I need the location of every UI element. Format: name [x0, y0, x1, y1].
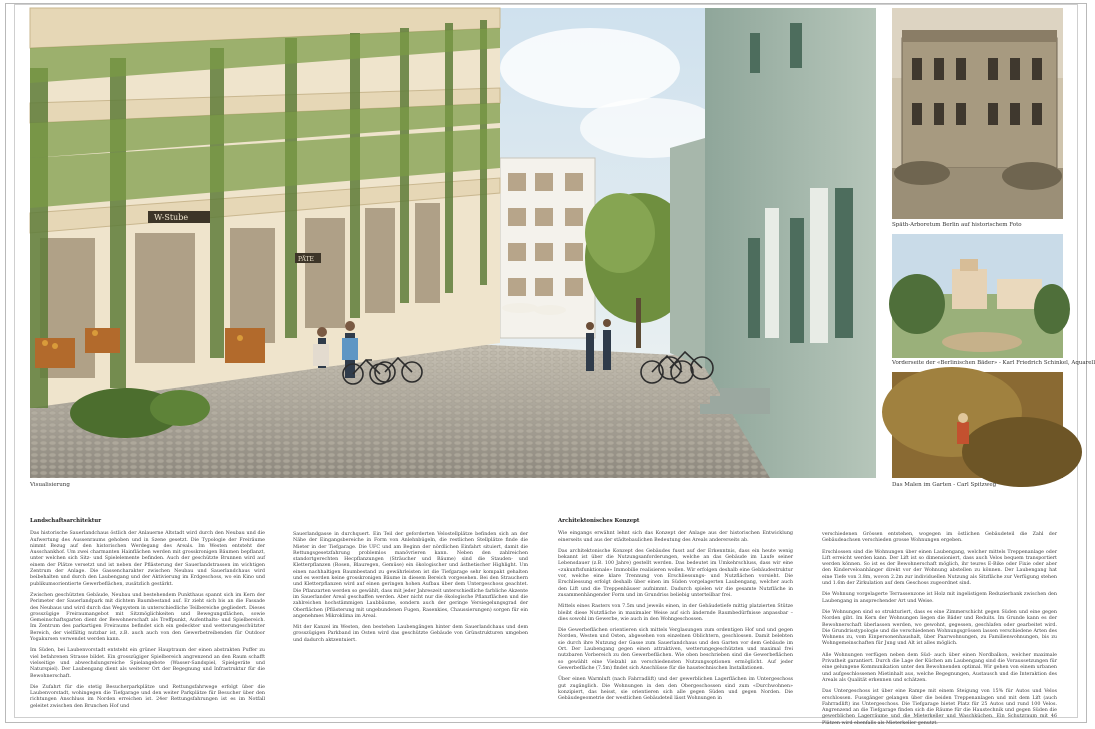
paragraph: Die Zufahrt für die stetig Besucherparkplätze und Rettungsfahrwege erfolgt über die Laubenvorstadt, wohingegen die Tiefgarage und den weiter Parkplätze für Besucher über den richtungen Anschluss im Norden erreichen ist. 24er Rettungsfahrungen ist es im Notfall geleitet zwischen den Brunchen Hof und: [30, 684, 265, 709]
paragraph: Erschlossen sind die Wohnungen über einen Laubengang, welcher mittels Treppenanlage oder Lift erreicht werden kann. Der Lift ist so dimensioniert, dass auch Velos bequem transportiert werden können. So ist es der Bewohnerschaft möglich, ihr teures E-Bike oder Fixie oder aber den Kinderveloanhänger direkt vor der Wohnung abstellen zu können. Der Laubengang hat eine Tiefe von 3.8m, wovon 2.2m zur individuellen Nutzung als Sitzfläche zur Verfügung stehen und 1.6m der Zirkulation auf dem Geschoss zugeordnet sind.: [822, 549, 1057, 587]
street-visualisation: [30, 8, 876, 478]
paragraph: Mit der Kanzel im Westen, den bestehen Laubengängen hinter dem Sauerlandchaus und dem grosszügigen Parkband im Osten wird das geschützte Gebäude von Grünstrukturen umgeben und dadurch aktzentuiert.: [293, 625, 528, 643]
historic-photo-arboretum: [892, 8, 1063, 219]
paragraph: Wie eingangs erwähnt lehnt sich das Konzept der Anlage aus der historischen Entwicklung einerseits und aus der städtebaulichen Bedeutung des Areals andererseits ab.: [558, 531, 793, 543]
paragraph: Das architektonische Konzept des Gebäudes fusst auf der Erkenntnis, dass ein heute wenig bekannt ist über die Nutzungsanforderungen, welche an das Gebäude im Laufe seiner Lebensdauer (z.B. 100 Jahre) gestellt werden. Das bedeutet im Umkehrschluss, dass wir eine «zukunftsfunktionale» Immobilie realisieren wollen. Wir erfolgen deshalb eine Gebäudestruktur vor, welche eine klare Trennung von Erschliessungs- und Nutzflächen vorsieht. Die Erschliessung erfolgt deshalb über einen im Süden vorgelagerten Laubengang, welcher auch den Lift und die Treppenhäuser aufnimmt. Dadurch spielen wir die gesamte Nutzfläche in zusammenhängender Form und im Grundriss beliebig unterteilbar frei.: [558, 548, 793, 598]
shop-sign-2: PÄTE: [298, 256, 314, 263]
shop-sign: W-Stube: [154, 213, 189, 222]
paragraph: Zwischen geschützten Gebäude, Neubau und bestehendem Punkthaus spannt sich im Kern der Perimeter der Sauerlandpark mit dichtem Baumbestand auf. Er zieht sich bis an die Fassade des Neubaus und wird durch das Wegsystem in unterschiedliche Teilbereiche gegliedert. Dieses grosszügige Freiraumangebot mit Sitzmöglichkeiten und Bewegungsflächen, sowie Gemeinschaftsgarten dient der Bewohnerschaft als Treffpunkt, Aufenthalts- und Spielbereich. Im Zentrum des parkartigen Freiraums befindet sich ein gedeckter und wetterungeschützter Bereich, der vielfältig nutzbar ist, z.B. auch auch von den Gewerbetreibenden für Outdoor Yogakursen verwendet werden kann.: [30, 592, 265, 643]
paragraph: Mittels eines Rasters von 7.5m und jeweils einen, in der Gebäudetiefe mittig platzierten Stütze bleibt diese Nutzfläche in maximaler Weise auf sich ändernde Raumbedürfnisse anpassbar – dies sowohl im Gewerbe, wie auch in den Wohngeschossen.: [558, 604, 793, 622]
paragraph: Im Süden, bei Laubenvorstadt entsteht ein grüner Hauptraum der einen abstrakten Puffer zu viel befahrenen Strasse bildet. Ein grosszügiger Spielbereich angrenzend an den Raum schafft vielseitige und abwechslungsreiche Spielangebote (Wasser-Sandspiel, Spielgeräte und Naturspiel). Der Laubengang dient als weiterer Ort der Begegnung und Infrastruktur für die Bewohnerschaft.: [30, 648, 265, 679]
heading-architecture: Architektonisches Konzept: [558, 518, 640, 524]
photo-caption-1: Späth-Arboretum Berlin auf historischem Foto: [892, 222, 1022, 228]
painting-spitzweg: [892, 372, 1063, 478]
main-render-caption: Visualisierung: [30, 482, 70, 488]
paragraph: Die Wohnungen sind so strukturiert, dass es eine Zimmerschicht gegen Süden und eine gegen Norden gibt. Im Kern der Wohnungen liegen die Bäder und Reduits. Im Grunde kann es der Bewohnerschaft überlassen werden, wo gewohnt, gegessen, geschlafen oder gearbeitet wird. Die Grundrisstypologie und die verschiedenen Wohnungsgrössen lassen verschiedene Arten des Wohnens zu, vom Einpersonenhaushalt, über Paarwohnungen, zu Familienwohnungen, bis zu Wohngemeinschaften für Jung und Alt ist alles möglich.: [822, 609, 1057, 647]
text-column-landscape-cont: [293, 532, 528, 649]
photo-caption-2: Vorderseite der «Berlinischen Bäder» - Karl Friedrich Schinkel, Aquarell: [892, 360, 1095, 366]
paragraph: Die Gewerbeflächen orientieren sich mittels Verglasungen zum ordentigen Hof und und gegen Norden, Westen und Osten, abgesehen von einzelnen Oblichtern, geschlossen. Damit belebten sie durch ihre Nutzung der Gasse zum Sauerlandchaus und den Garten vor dem Gebäude im Ort. Der Laubengang gegen einen attraktiven, wetterungegeschützten und maximal frei nutzbaren Vorbereich zu den Gewerbeflächen. Wie oben beschrieben sind die Gewerbeflächen so gewählt eine Vielzahl an verschiedensten Nutzungsoptionen ermöglicht. Auf jeder Gewerbefläche (7.5m) findet sich Anschlüsse für die haustechnischen Installationen.: [558, 628, 793, 671]
text-column-architecture-cont: [822, 532, 1057, 726]
paragraph: Die Wohnung vorgelagerte Terrassenzone ist Holz mit ingelistigem Reduzierbank zwischen den Laubengang in ansprechender Art und Weise.: [822, 592, 1057, 604]
text-column-architecture: [558, 518, 793, 707]
paragraph: Sauerlandgasse in durchquert. Ein Teil der geforderten Velostellplätze befinden sich an der Nähe der Eingangsbereiche in Form von Anlehnbügeln, die restlichen Stellplätze finde die Mieter in der Tiefgarage. Die UFC und am Beginn der nördlichen Einfahrt situiert, damit die Rettungsgesetzfahrung problemlos manövrieren kann. Neben den zahlreichen standortgerechten Hecpflanzungen (Sträucher und Bäume) sind die Stauden- und Kletterpflanzen (Rosen, Blauregen, Gemüse) ein ökologischer und ästhetischer Highlight. Um einen nachhaltigen Baumbestand zu gewährleisten ist die Tiefgarage sehr kompakt gehalten und es werden keine grosskronigen Bäume in diesem Bereich vorgesehen. Bei den Strauchern und Kletterpflanzen wird auf einen geringen hohen Aufbau über dem Untergeschoss geachtet. Die Pflanzarten werden so gewählt, dass mit jeder Jahreszeit unterschiedliche farbliche Akzente im Sauerlander Areal geschaffen werden. Aber nicht nur die ökologische Pflanzflächen und die zahlreichen hochstämmigen Laubbäume, sondern auch der geringe Versiegelungsgrad der Oberflächen (Pflästerung mit ungebundenen Fugen, Rasenkies, Chaussierungen) sorgen für ein angenehmes Mikroklima im Areal.: [293, 532, 529, 619]
paragraph: Über einen Warmluft (nach Fahrradlift) und der gewerblichen Lagerflächen im Untergeschoss gut zugänglich. Die Wohnungen in den den Obergeschossen sind zum «Durchwohnen» konzipiert, das heisst, sie orientieren sich alle gegen Süden und gegen Norden. Die Gebäudegeometrie der westlichen Gebäudeteil lässt Wohnungen in: [558, 677, 793, 702]
main-render-image: [30, 8, 876, 478]
paragraph: Das historische Sauerlandchaus östlich der Anlauerne Altstadt wird durch den Neubau und die Aufwertung des Aussenraums gehoben und in Szene gesetzt. Die Typologie der Freiräume nimmt Bezug auf den historischen Werdegang des Areals. Im Westen entsteht der Ausschankhof. Um zwei charmanten Hainflächen werden mit grosskronigen Bäumen bepflanzt, unter welchen sich Sitz- und Spielelemente befinden. Auch der geschützte Brunnen wird auf einem der Plätze versetzt und ist neben der Pflästerung der Sauerlandstrassen im wichtigen Zentrum der Anlage. Die Gassencharakter zwischen Neubau und Sauerlandchaus wird beibehalten und durch den Laubengang und der Aktivierung im Erdgeschoss, wo ein Kino und publikumsorientierte Gewerbeflächen, zusätzlich gestärkt.: [30, 531, 265, 587]
heading-landscape: Landschaftsarchitektur: [30, 518, 102, 524]
paragraph: Das Untergeschoss ist über eine Rampe mit einem Steigung von 15% für Autos und Velos erschlossen. Fussgänger gelangen über die beiden Treppenanlagen und mit dem Lift (auch Fahrradlift) ins Untergeschoss. Die Tiefgarage bietet Platz für 25 Autos und rund 100 Velos. Angrenzend an die Tiefgarage finden sich die Räume für die Haustechnik und gegen Süden die gewerblichen Lagerräume und die Mieterkeller und Waschküchen. Ein Schutzraum mit 46 Plätzen wird ebenfalls als Mieterkeller genutzt.: [822, 689, 1057, 726]
paragraph: Alle Wohnungen verfügen neben dem Süd- auch über einen Nordbalkon, welcher maximale Privatheit garantiert. Durch die Lage der Küchen am Laubengang sind die Voraussetzungen für eine gelungene Kommunikation unter den Bewohnenden optimal. Wir gehen von einem urbanen und aufgeschlossenen Mietinhalt aus, welche Begegnungen, Austausch und die Interaktion des Areals als Qualität erkennen und schätzen.: [822, 652, 1057, 683]
paragraph: verschiedenen Grössen entstehen, wogegen im östlichen Gebäudeteil die Zahl der Gebäudeachsen verschieden grosse Wohnungen ergeben.: [822, 532, 1057, 544]
text-column-landscape: [30, 518, 265, 708]
photo-caption-3: Das Malen im Garten - Carl Spitzweg: [892, 482, 997, 488]
historic-photo-schinkel: [892, 234, 1063, 358]
